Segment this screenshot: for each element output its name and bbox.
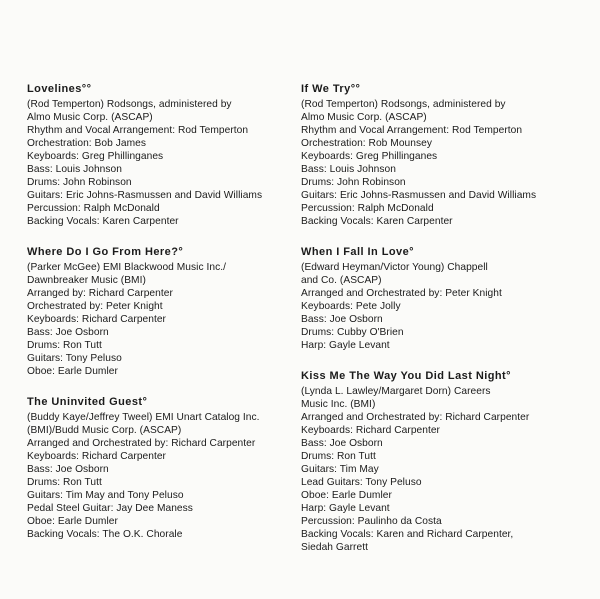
track-title: Where Do I Go From Here?° <box>27 246 184 258</box>
credit-line: Music Inc. (BMI) <box>301 399 376 410</box>
credit-line: Drums: John Robinson <box>27 177 132 188</box>
left-column <box>27 82 297 558</box>
credit-line: Keyboards: Greg Phillinganes <box>301 151 438 162</box>
credit-line: Rhythm and Vocal Arrangement: Rod Temperton <box>301 125 523 136</box>
credit-line: and Co. (ASCAP) <box>301 275 382 286</box>
credit-line: Arranged and Orchestrated by: Richard Carpenter <box>27 438 256 449</box>
credit-line: Keyboards: Richard Carpenter <box>301 425 441 436</box>
credit-line: Keyboards: Greg Phillinganes <box>27 151 164 162</box>
credit-line: Dawnbreaker Music (BMI) <box>27 275 146 286</box>
track-credits-if-we-try <box>301 82 591 228</box>
credit-line: Oboe: Earle Dumler <box>301 490 392 501</box>
credit-line: Keyboards: Richard Carpenter <box>27 451 167 462</box>
credit-line: Orchestration: Rob Mounsey <box>301 138 432 149</box>
credit-line: Oboe: Earle Dumler <box>27 366 118 377</box>
credit-line: Backing Vocals: Karen Carpenter <box>27 216 179 227</box>
credit-line: Bass: Joe Osborn <box>301 438 383 449</box>
credit-line: Bass: Joe Osborn <box>27 464 109 475</box>
credit-line: Bass: Louis Johnson <box>301 164 396 175</box>
credit-line: Guitars: Eric Johns-Rasmussen and David Williams <box>27 190 263 201</box>
credit-line: Drums: John Robinson <box>301 177 406 188</box>
credit-line: (Parker McGee) EMI Blackwood Music Inc./ <box>27 262 227 273</box>
track-title: When I Fall In Love° <box>301 246 415 258</box>
credit-line: Bass: Joe Osborn <box>301 314 383 325</box>
track-credits-when-i-fall-in-love <box>301 245 591 352</box>
track-credits-the-uninvited-guest <box>27 395 297 541</box>
credit-line: Bass: Louis Johnson <box>27 164 122 175</box>
credit-line: Guitars: Tim May and Tony Peluso <box>27 490 184 501</box>
credit-line: (Lynda L. Lawley/Margaret Dorn) Careers <box>301 386 491 397</box>
credit-line: Guitars: Eric Johns-Rasmussen and David Williams <box>301 190 537 201</box>
credit-line: Arranged and Orchestrated by: Richard Carpenter <box>301 412 530 423</box>
track-title: Lovelines°° <box>27 83 92 95</box>
credit-line: Backing Vocals: Karen and Richard Carpenter, <box>301 529 514 540</box>
track-title: Kiss Me The Way You Did Last Night° <box>301 370 512 382</box>
credit-line: Guitars: Tim May <box>301 464 379 475</box>
credit-line: Lead Guitars: Tony Peluso <box>301 477 422 488</box>
credit-line: Drums: Ron Tutt <box>301 451 376 462</box>
credit-line: Backing Vocals: The O.K. Chorale <box>27 529 183 540</box>
credit-line: Drums: Ron Tutt <box>27 477 102 488</box>
credit-line: Harp: Gayle Levant <box>301 503 390 514</box>
credit-line: Backing Vocals: Karen Carpenter <box>301 216 453 227</box>
credit-line: Siedah Garrett <box>301 542 368 553</box>
credit-line: Guitars: Tony Peluso <box>27 353 122 364</box>
credit-line: (Buddy Kaye/Jeffrey Tweel) EMI Unart Catalog Inc. <box>27 412 260 423</box>
credit-line: Percussion: Ralph McDonald <box>27 203 160 214</box>
credit-line: Orchestration: Bob James <box>27 138 146 149</box>
credit-line: Pedal Steel Guitar: Jay Dee Maness <box>27 503 193 514</box>
credit-line: Keyboards: Richard Carpenter <box>27 314 167 325</box>
credit-line: Rhythm and Vocal Arrangement: Rod Temperton <box>27 125 249 136</box>
credit-line: Almo Music Corp. (ASCAP) <box>301 112 427 123</box>
track-credits-lovelines <box>27 82 297 228</box>
credit-line: Percussion: Paulinho da Costa <box>301 516 442 527</box>
credit-line: Orchestrated by: Peter Knight <box>27 301 163 312</box>
credit-line: Almo Music Corp. (ASCAP) <box>27 112 153 123</box>
credit-line: (BMI)/Budd Music Corp. (ASCAP) <box>27 425 182 436</box>
right-column <box>301 82 591 571</box>
credit-line: Drums: Ron Tutt <box>27 340 102 351</box>
credit-line: Harp: Gayle Levant <box>301 340 390 351</box>
credit-line: (Edward Heyman/Victor Young) Chappell <box>301 262 488 273</box>
credit-line: Arranged and Orchestrated by: Peter Knight <box>301 288 502 299</box>
track-credits-where-do-i-go-from-here <box>27 245 297 378</box>
track-title: If We Try°° <box>301 83 361 95</box>
track-title: The Uninvited Guest° <box>27 396 148 408</box>
credit-line: Arranged by: Richard Carpenter <box>27 288 173 299</box>
credit-line: Bass: Joe Osborn <box>27 327 109 338</box>
credit-line: Keyboards: Pete Jolly <box>301 301 401 312</box>
track-credits-kiss-me-the-way-you-did-last-night <box>301 369 591 554</box>
credit-line: Oboe: Earle Dumler <box>27 516 118 527</box>
credit-line: (Rod Temperton) Rodsongs, administered by <box>27 99 232 110</box>
credit-line: Drums: Cubby O'Brien <box>301 327 404 338</box>
credit-line: Percussion: Ralph McDonald <box>301 203 434 214</box>
credit-line: (Rod Temperton) Rodsongs, administered by <box>301 99 506 110</box>
